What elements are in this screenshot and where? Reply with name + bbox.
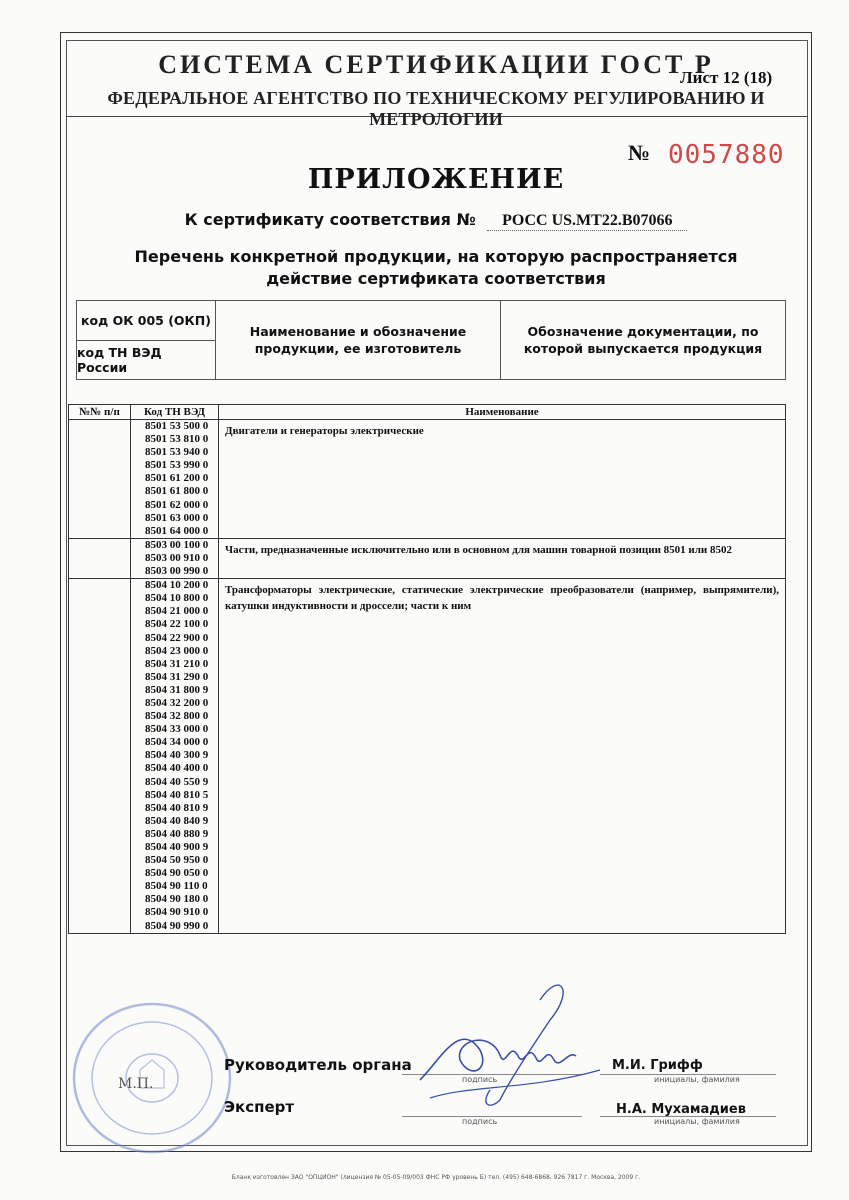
tnved-code: 8501 63 000 0 bbox=[145, 511, 209, 524]
expert-label: Эксперт bbox=[224, 1098, 295, 1116]
product-name-header: Наименование и обозначение продукции, ее изготовитель bbox=[216, 301, 501, 379]
tnved-code: 8504 10 200 0 bbox=[145, 579, 209, 592]
tnved-code: 8501 53 940 0 bbox=[145, 446, 209, 459]
sheet-number: Лист 12 (18) bbox=[680, 68, 773, 87]
tnved-code: 8504 22 900 0 bbox=[145, 631, 209, 644]
tnved-code: 8504 23 000 0 bbox=[145, 644, 209, 657]
tnved-code: 8504 40 880 9 bbox=[145, 827, 209, 840]
documentation-header: Обозначение документации, по которой выпускается продукция bbox=[523, 324, 763, 356]
product-name: Трансформаторы электрические, статические электрические преобразователи (например, выпрямители), катушки индуктивности и дроссели; части к ним bbox=[225, 584, 779, 613]
head-name-caption: инициалы, фамилия bbox=[654, 1075, 740, 1084]
table-row bbox=[69, 538, 786, 578]
system-title: СИСТЕМА СЕРТИФИКАЦИИ ГОСТ Р bbox=[158, 50, 714, 79]
tnved-code: 8501 53 810 0 bbox=[145, 433, 209, 446]
tnved-code: 8504 90 180 0 bbox=[145, 893, 209, 906]
certificate-line bbox=[60, 210, 812, 231]
row-number-cell bbox=[69, 538, 131, 578]
product-name: Части, предназначенные исключительно или в основном для машин товарной позиции 8501 или 8502 bbox=[225, 543, 732, 556]
product-name-cell bbox=[219, 538, 786, 578]
tnved-code: 8504 31 290 0 bbox=[145, 670, 209, 683]
tnved-code: 8503 00 910 0 bbox=[145, 551, 209, 564]
table-row bbox=[69, 420, 786, 539]
certification-stamp bbox=[70, 1000, 240, 1160]
tnved-code: 8504 40 900 9 bbox=[145, 841, 209, 853]
head-name: М.И. Грифф bbox=[612, 1058, 703, 1073]
tnved-code: 8501 61 200 0 bbox=[145, 472, 209, 485]
tnved-code: 8504 31 210 0 bbox=[145, 657, 209, 670]
list-title bbox=[60, 246, 812, 290]
tnved-code: 8504 32 200 0 bbox=[145, 696, 209, 709]
product-name-cell bbox=[219, 420, 786, 539]
code-column bbox=[77, 301, 216, 379]
tnved-code: 8504 21 000 0 bbox=[145, 605, 209, 618]
tnved-code: 8504 40 840 9 bbox=[145, 814, 209, 827]
expert-signature-caption: подпись bbox=[462, 1117, 498, 1126]
tnved-code: 8501 61 800 0 bbox=[145, 485, 209, 498]
expert-name: Н.А. Мухамадиев bbox=[616, 1102, 746, 1117]
tnved-code: 8504 50 950 0 bbox=[145, 854, 209, 867]
product-name: Двигатели и генераторы электрические bbox=[225, 425, 424, 437]
certificate-label: К сертификату соответствия № bbox=[184, 210, 476, 229]
tnved-code: 8504 32 800 0 bbox=[145, 710, 209, 723]
form-number-label: № bbox=[628, 140, 651, 165]
tnved-code: 8504 22 100 0 bbox=[145, 618, 209, 631]
tnved-code: 8504 34 000 0 bbox=[145, 736, 209, 749]
tnved-codes-cell bbox=[131, 579, 219, 934]
handwritten-signature bbox=[400, 960, 630, 1120]
certificate-number: РОСС US.МТ22.В07066 bbox=[487, 212, 687, 231]
tnved-code: 8504 40 810 5 bbox=[145, 788, 209, 801]
col-name: Наименование bbox=[219, 405, 786, 420]
okp-code-label: код ОК 005 (ОКП) bbox=[77, 301, 215, 341]
header-box bbox=[76, 300, 786, 380]
agency-title: ФЕДЕРАЛЬНОЕ АГЕНТСТВО ПО ТЕХНИЧЕСКОМУ РЕГУЛИРОВАНИЮ И МЕТРОЛОГИИ bbox=[107, 88, 765, 129]
tnved-code: 8504 10 800 0 bbox=[145, 592, 209, 605]
tnved-code: 8504 90 050 0 bbox=[145, 867, 209, 880]
tnved-code: 8501 53 500 0 bbox=[145, 420, 209, 432]
tnved-code: 8501 62 000 0 bbox=[145, 498, 209, 511]
tnved-codes-cell bbox=[131, 538, 219, 578]
table-row bbox=[69, 579, 786, 934]
tnved-code: 8504 40 400 0 bbox=[145, 762, 209, 775]
list-title-line-1: Перечень конкретной продукции, на которую распространяется bbox=[134, 247, 738, 266]
tnved-code: 8501 53 990 0 bbox=[145, 459, 209, 472]
tnved-code-label: код ТН ВЭД России bbox=[77, 344, 162, 375]
head-label: Руководитель органа bbox=[224, 1056, 412, 1074]
head-signature-caption: подпись bbox=[462, 1075, 498, 1084]
tnved-code: 8504 90 990 0 bbox=[145, 919, 209, 932]
tnved-code: 8504 40 550 9 bbox=[145, 775, 209, 788]
page-title: ПРИЛОЖЕНИЕ bbox=[307, 164, 565, 195]
row-number-cell bbox=[69, 579, 131, 934]
tnved-codes-cell bbox=[131, 420, 219, 539]
tnved-code: 8504 40 810 9 bbox=[145, 801, 209, 814]
tnved-code: 8503 00 100 0 bbox=[145, 538, 209, 551]
col-number: №№ п/п bbox=[69, 405, 131, 420]
tnved-code: 8504 31 800 9 bbox=[145, 683, 209, 696]
product-name-cell bbox=[219, 579, 786, 934]
products-table bbox=[68, 404, 786, 934]
tnved-code: 8501 64 000 0 bbox=[145, 524, 209, 537]
expert-name-caption: инициалы, фамилия bbox=[654, 1117, 740, 1126]
stamp-label: М.П. bbox=[118, 1076, 154, 1092]
form-number: 0057880 bbox=[668, 140, 785, 170]
tnved-code: 8503 00 990 0 bbox=[145, 565, 209, 578]
tnved-code: 8504 40 300 9 bbox=[145, 749, 209, 762]
blank-footer: Бланк изготовлен ЗАО "ОПЦИОН" (лицензия № 05-05-09/003 ФНС РФ уровень Б) тел. (495) 648-6868, 926 7817 г. Москва, 2009 г. bbox=[231, 1174, 641, 1181]
list-title-line-2: действие сертификата соответствия bbox=[266, 269, 606, 288]
tnved-code: 8504 90 110 0 bbox=[145, 880, 208, 893]
tnved-code: 8504 33 000 0 bbox=[145, 723, 209, 736]
table-header-row bbox=[69, 405, 786, 420]
col-code: Код ТН ВЭД bbox=[131, 405, 219, 420]
row-number-cell bbox=[69, 420, 131, 539]
tnved-code: 8504 90 910 0 bbox=[145, 906, 209, 919]
